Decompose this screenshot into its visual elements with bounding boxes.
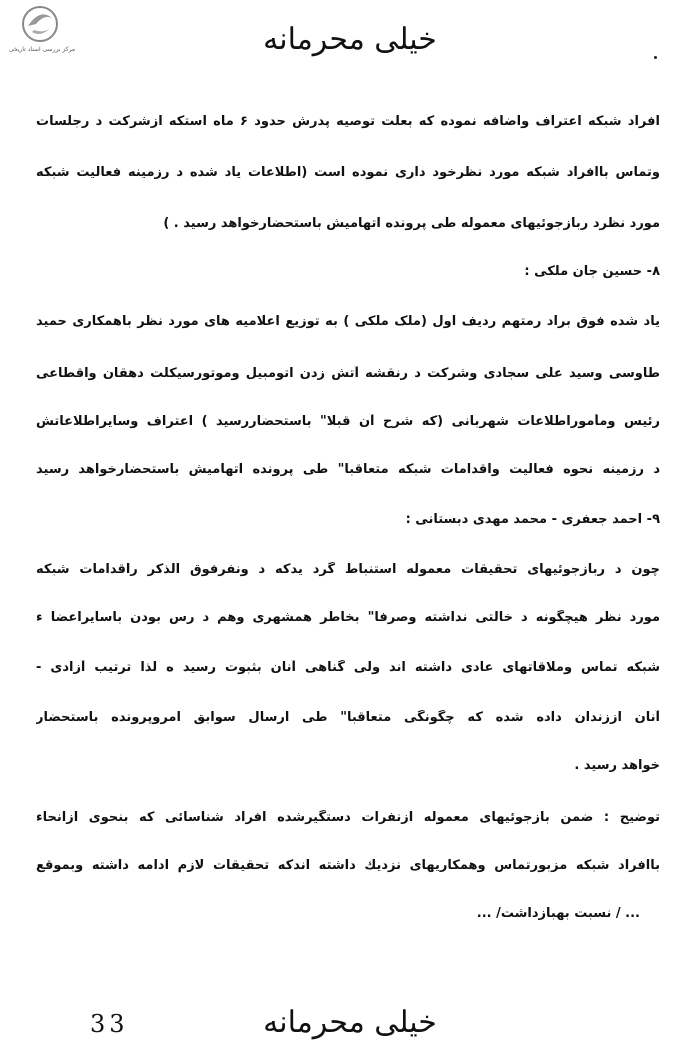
section-heading-9: ۹- احمد جعفری - محمد مهدی دبستانی :: [405, 512, 660, 527]
body-line-3: مورد نظرد ربازجوئیهای معموله طی پرونده اتهامیش باستحضارخواهد رسید . ): [163, 216, 660, 231]
body-line-12: شبکه تماس وملاقاتهای عادی داشته اند ولی گناهی آنان بثبوت رسید ه لذا ترتیب آزادی -: [36, 660, 660, 675]
continuation-line: ... / نسبت بهبازداشت/ ...: [476, 906, 640, 921]
body-line-10: چون د ربازجوئیهای تحقیقات معموله استنباط گرد یدکه د ونفرفوق الذکر راقدامات شبکه: [36, 562, 660, 577]
classification-header: خیلی محرمانه: [263, 22, 437, 57]
body-line-8: د رزمینه نحوه فعالیت واقدامات شبکه متعاقبا" طی پرونده اتهامیش باستحضارخواهد رسید: [36, 462, 660, 477]
section-heading-8: ۸- حسین جان ملکی :: [524, 264, 660, 279]
body-line-14: خواهد رسید .: [574, 758, 660, 773]
logo-caption: مرکز بررسی اسناد تاریخی: [8, 46, 76, 53]
note-line-1: توضیح : ضمن بازجوئیهای معموله ازنفرات دستگیرشده افراد شناسائی که بنحوی ازانحاء: [36, 810, 660, 825]
body-line-7: رئیس ومأموراطلاعات شهربانی (که شرح آن قبلا" باستحضاررسید ) اعتراف وسایراطلاعاتش: [36, 414, 660, 429]
page-number: 33: [90, 1010, 129, 1038]
body-line-5: یاد شده فوق براد رمتهم ردیف اول (ملک ملکی ) به توزیع اعلامیه های مورد نظر باهمکاری حمید: [36, 314, 660, 329]
scan-dot: [654, 56, 657, 59]
body-line-11: مورد نظر هیچگونه د خالتی نداشته وصرفا" بخاطر همشهری وهم د رس بودن باسایراعضا ء: [36, 610, 660, 625]
classification-footer: خیلی محرمانه: [263, 1005, 437, 1040]
body-line-1: افراد شبکه اعتراف واضافه نموده که بعلت توصیه پدرش حدود ۶ ماه استکه ازشرکت د رجلسات: [36, 114, 660, 129]
body-line-13: آنان اززندان داده شده که چگونگی متعاقبا" طی ارسال سوابق امروپرونده باستحضار: [36, 710, 660, 725]
body-line-2: وتماس باافراد شبکه مورد نظرخود داری نموده است (اطلاعات یاد شده د رزمینه فعالیت شبکه: [36, 165, 660, 180]
note-line-2: باافراد شبکه مزبورتماس وهمکاریهای نزدیك داشته اندکه تحقیقات لازم ادامه داشته وبموقع: [36, 858, 660, 873]
body-line-6: طاوسی وسید علی سجادی وشرکت د رنقشه آتش زدن اتومبیل وموتورسیکلت دهقان واقطاعی: [36, 366, 660, 381]
